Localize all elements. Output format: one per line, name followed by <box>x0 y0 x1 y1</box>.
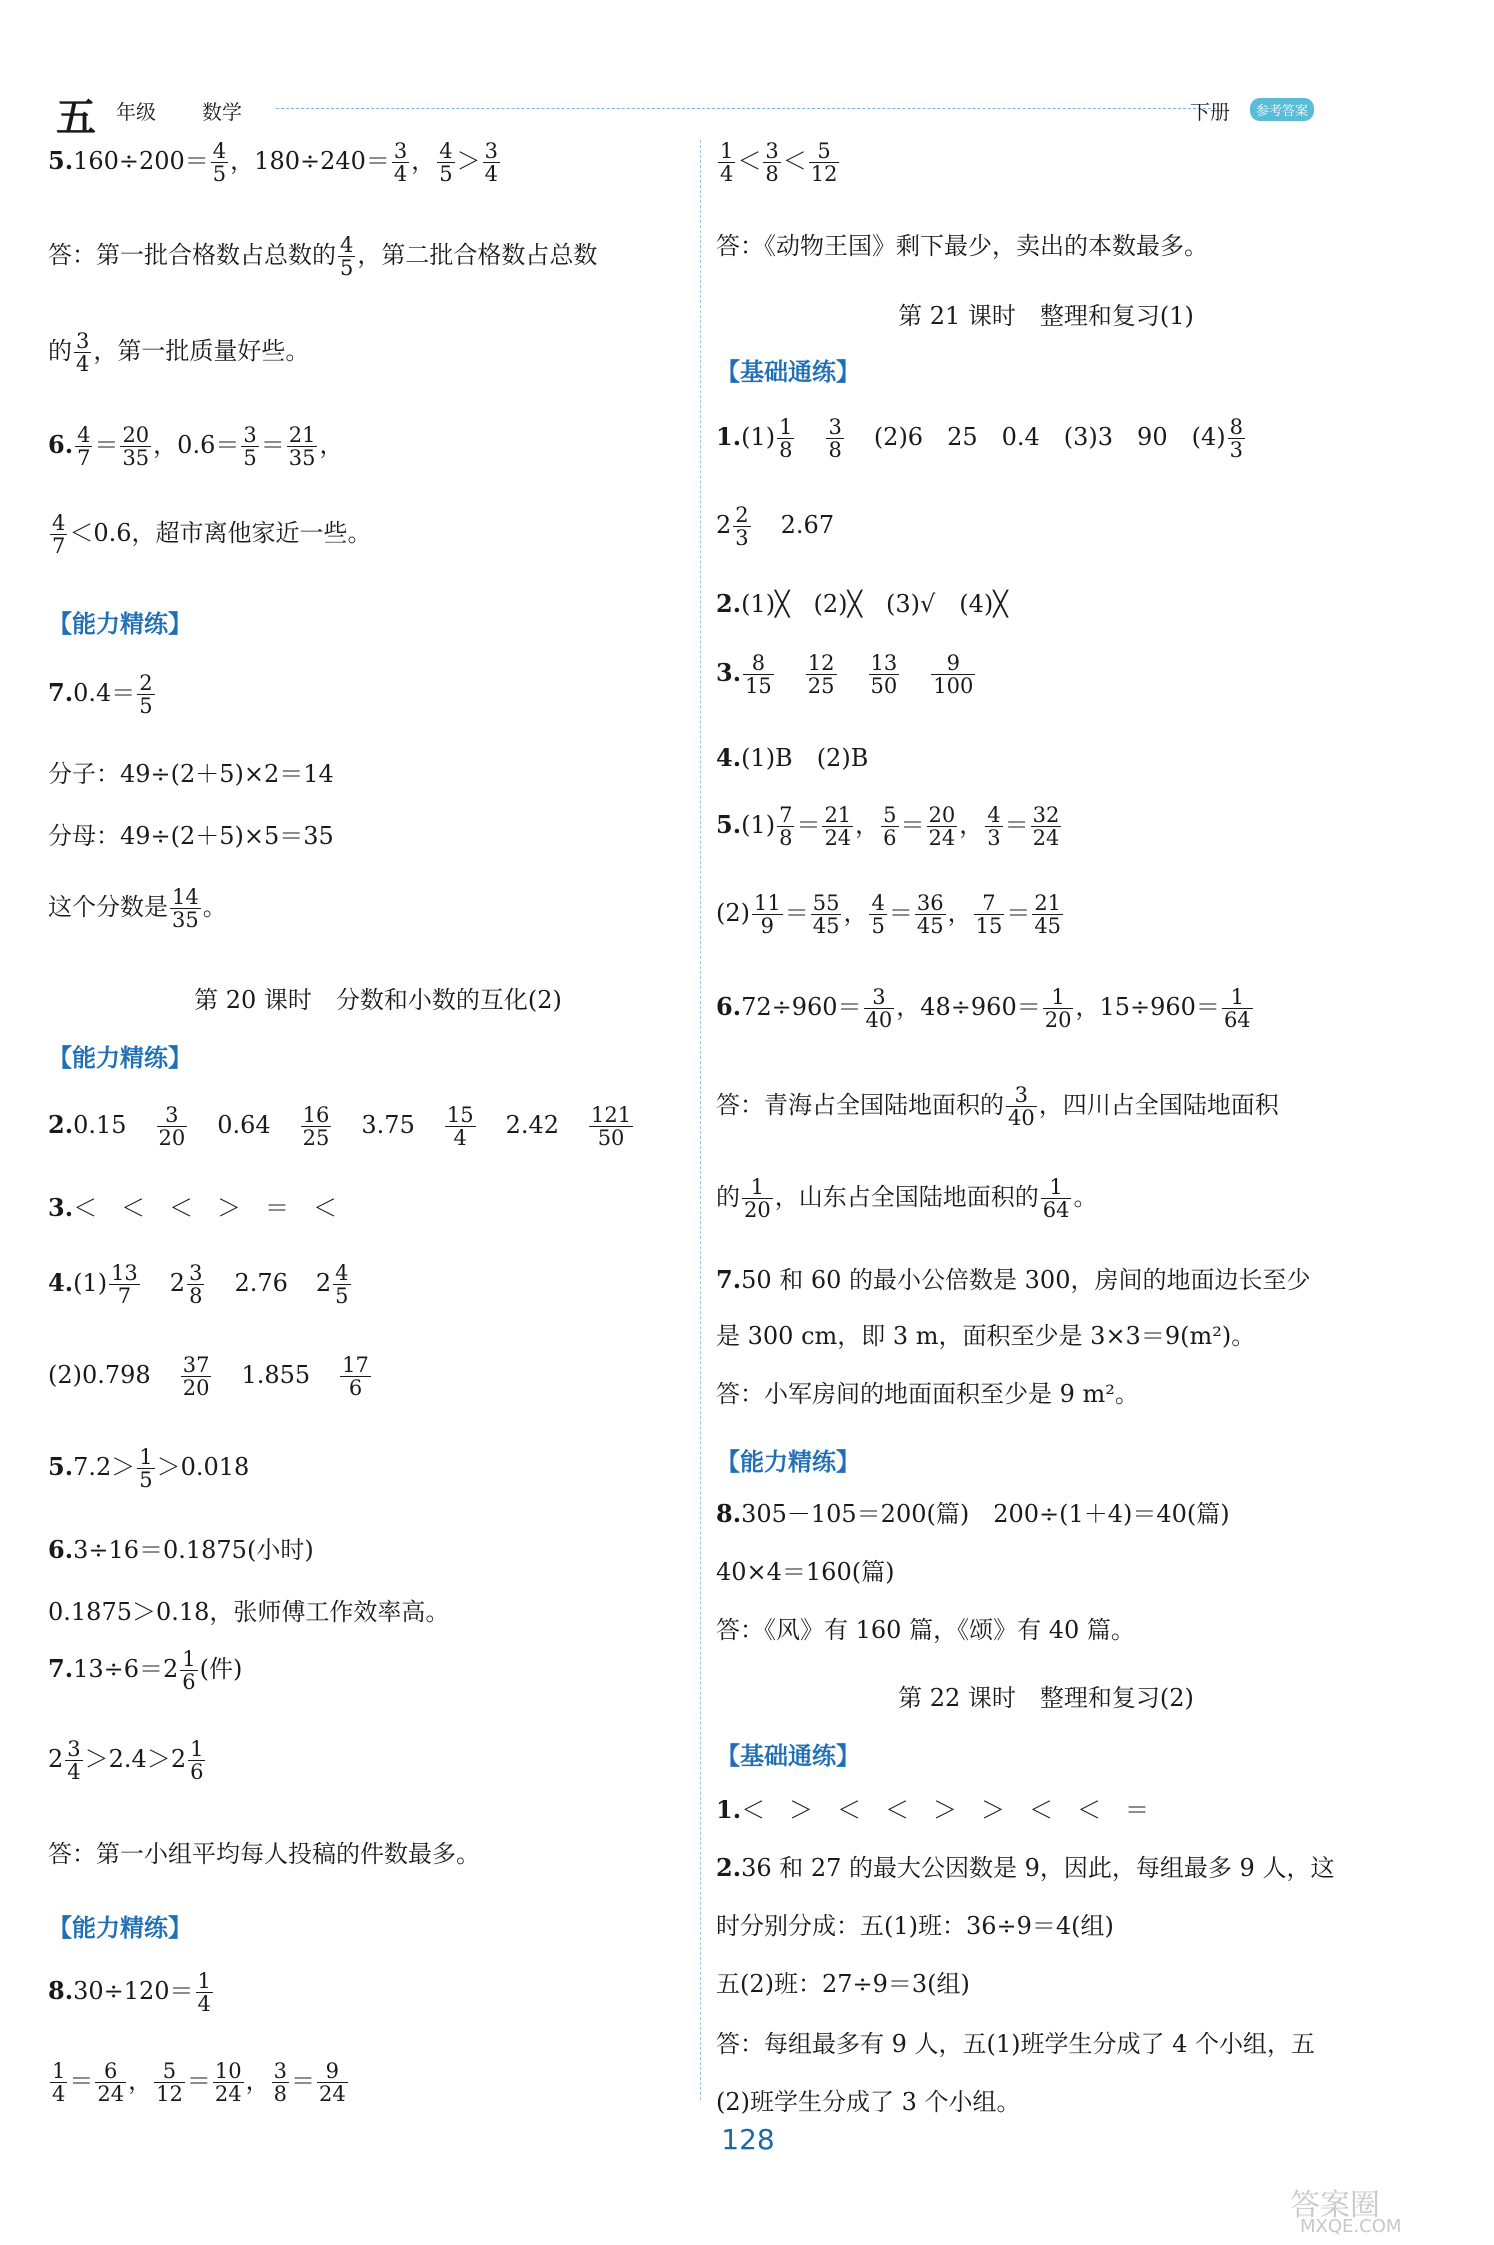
r8-line3: 答：《风》有 160 篇，《颂》有 40 篇。 <box>716 1616 1135 1644</box>
r6-line3: 的 $\frac{1}{20}$ ，山东占全国陆地面积的 $\frac{1}{64}$ 。 <box>716 1175 1098 1223</box>
fraction: $\frac{1}{5}$ <box>139 1445 153 1493</box>
fraction: $\frac{21}{24}$ <box>824 803 852 851</box>
fraction: $\frac{16}{25}$ <box>302 1103 330 1151</box>
fraction: $\frac{1}{6}$ <box>190 1737 204 1785</box>
q4-line2: (2)0.798 $\frac{37}{20}$ 1.855 $\frac{17}{6}$ <box>48 1353 369 1401</box>
fraction: $\frac{20}{35}$ <box>122 423 150 471</box>
r5-line2: (2) $\frac{11}{9}$ ＝ $\frac{55}{45}$ ， $\frac{4}{5}$ ＝ $\frac{36}{45}$ ， $\frac{7}{15}$ ＝ $\frac{21}{45}$ <box>716 891 1062 939</box>
r2-line: 2.(1)╳ (2)╳ (3)√ (4)╳ <box>716 589 1008 618</box>
fraction: $\frac{1}{64}$ <box>1042 1175 1070 1223</box>
watermark-url: MXQE.COM <box>1300 2216 1402 2237</box>
fraction: $\frac{2}{5}$ <box>139 671 153 719</box>
q7-line3: 分母：49÷(2＋5)×5＝35 <box>48 822 334 850</box>
q5b-line: 5.7.2＞ $\frac{1}{5}$ ＞0.018 <box>48 1445 250 1493</box>
fraction: $\frac{4}{3}$ <box>987 803 1001 851</box>
fraction: $\frac{5}{12}$ <box>810 139 838 187</box>
fraction: $\frac{3}{8}$ <box>273 2059 287 2107</box>
fraction: $\frac{3}{8}$ <box>189 1261 203 1309</box>
fraction: $\frac{3}{4}$ <box>76 329 90 377</box>
fraction: $\frac{3}{4}$ <box>393 139 408 187</box>
r9-line: 1.＜ ＞ ＜ ＜ ＞ ＞ ＜ ＜ ＝ <box>716 1795 1150 1824</box>
fraction: $\frac{11}{9}$ <box>754 891 781 939</box>
fraction: $\frac{6}{24}$ <box>97 2059 125 2107</box>
fraction: $\frac{20}{24}$ <box>928 803 956 851</box>
fraction: $\frac{4}{5}$ <box>871 891 885 939</box>
section-heading: 【基础通练】 <box>716 1742 860 1770</box>
q5-line <box>48 140 502 185</box>
text: ，第一批质量好些。 <box>93 337 310 366</box>
r5-line: 5.(1) $\frac{7}{8}$ ＝ $\frac{21}{24}$ ， $\frac{5}{6}$ ＝ $\frac{20}{24}$ ， $\frac{4}{3}$ ＝ $\frac{32}{24}$ <box>716 803 1060 851</box>
fraction: $\frac{4}{5}$ <box>439 139 453 187</box>
q6-line: 6. $\frac{4}{7}$ ＝ $\frac{20}{35}$ ，0.6＝ $\frac{3}{5}$ ＝ $\frac{21}{35}$ ， <box>48 423 344 471</box>
fraction: $\frac{4}{5}$ <box>212 139 227 187</box>
text: ， <box>411 147 436 176</box>
lesson-title: 第 20 课时 分数和小数的互化(2) <box>194 986 562 1014</box>
r3-line: 3. $\frac{8}{15}$ $\frac{12}{25}$ $\frac{13}{50}$ $\frac{9}{100}$ <box>716 651 974 699</box>
r1-line: 1.(1) $\frac{1}{8}$ $\frac{3}{8}$ (2)6 25 0.4 (3)3 90 (4) $\frac{8}{3}$ <box>716 415 1243 463</box>
q7b-line3: 答：第一小组平均每人投稿的件数最多。 <box>48 1840 480 1868</box>
r8-line2: 40×4＝160(篇) <box>716 1558 895 1586</box>
fraction: $\frac{1}{4}$ <box>197 1969 211 2017</box>
fraction: $\frac{13}{7}$ <box>111 1261 138 1309</box>
r7-line: 7.50 和 60 的最小公倍数是 300，房间的地面边长至少 <box>716 1265 1311 1294</box>
grade-number: 五 <box>56 94 96 141</box>
q7b-line2: 2 $\frac{3}{4}$ ＞2.4＞2 $\frac{1}{6}$ <box>48 1737 204 1785</box>
fraction: $\frac{4}{5}$ <box>335 1261 349 1309</box>
q6b-line: 6.3÷16＝0.1875(小时) <box>48 1535 314 1564</box>
column-divider <box>700 140 701 2100</box>
fraction: $\frac{7}{8}$ <box>779 803 793 851</box>
fraction: $\frac{12}{25}$ <box>807 651 835 699</box>
fraction: $\frac{1}{20}$ <box>1044 985 1072 1033</box>
r10-line4: 答：每组最多有 9 人，五(1)班学生分成了 4 个小组，五 <box>716 2030 1316 2058</box>
fraction: $\frac{1}{6}$ <box>182 1647 196 1695</box>
fraction: $\frac{21}{35}$ <box>288 423 316 471</box>
fraction: $\frac{55}{45}$ <box>812 891 840 939</box>
r10-line5: (2)班学生分成了 3 个小组。 <box>716 2088 1021 2116</box>
r0-line: $\frac{1}{4}$ ＜ $\frac{3}{8}$ ＜ $\frac{5}{12}$ <box>720 139 838 187</box>
volume-label: 下册 <box>1190 100 1230 124</box>
section-heading: 【能力精练】 <box>716 1448 860 1476</box>
fraction: $\frac{9}{100}$ <box>933 651 974 699</box>
q6b-line2: 0.1875＞0.18，张师傅工作效率高。 <box>48 1598 450 1626</box>
text: 答：第一批合格数占总数的 <box>48 241 336 270</box>
r8-line: 8.305－105＝200(篇) 200÷(1＋4)＝40(篇) <box>716 1499 1230 1528</box>
fraction: $\frac{5}{12}$ <box>156 2059 183 2107</box>
grade-label: 年级 <box>116 100 156 124</box>
fraction: $\frac{15}{4}$ <box>446 1103 474 1151</box>
fraction: $\frac{17}{6}$ <box>342 1353 369 1401</box>
q6-line2 <box>48 512 372 557</box>
fraction: $\frac{9}{24}$ <box>318 2059 346 2107</box>
q8-line: 8.30÷120＝ $\frac{1}{4}$ <box>48 1969 211 2017</box>
q7-line: 7.0.4＝ $\frac{2}{5}$ <box>48 671 153 719</box>
q7-line2: 分子：49÷(2＋5)×2＝14 <box>48 760 334 788</box>
fraction: $\frac{3}{40}$ <box>865 985 893 1033</box>
fraction: $\frac{1}{8}$ <box>779 415 793 463</box>
fraction: $\frac{21}{45}$ <box>1034 891 1062 939</box>
fraction: $\frac{3}{4}$ <box>67 1737 81 1785</box>
fraction: $\frac{1}{4}$ <box>52 2059 66 2107</box>
r1-line2: 2 $\frac{2}{3}$ 2.67 <box>716 503 835 551</box>
fraction: $\frac{4}{7}$ <box>52 511 66 559</box>
fraction: $\frac{7}{15}$ <box>975 891 1003 939</box>
section-heading: 【能力精练】 <box>48 1044 192 1072</box>
fraction: $\frac{8}{3}$ <box>1229 415 1243 463</box>
r10-line2: 时分别分成：五(1)班：36÷9＝4(组) <box>716 1912 1114 1940</box>
fraction: $\frac{32}{24}$ <box>1032 803 1060 851</box>
q7b-line: 7.13÷6＝2 $\frac{1}{6}$ (件) <box>48 1647 243 1695</box>
watermark-logo: 答案圈 <box>1290 2188 1380 2223</box>
r7-line3: 答：小军房间的地面面积至少是 9 m²。 <box>716 1380 1139 1408</box>
fraction: $\frac{1}{20}$ <box>744 1175 771 1223</box>
subject-label: 数学 <box>202 100 242 124</box>
text: ＜0.6，超市离他家近一些。 <box>69 519 372 548</box>
fraction: $\frac{5}{6}$ <box>883 803 897 851</box>
fraction: $\frac{3}{8}$ <box>828 415 842 463</box>
lesson-title: 第 22 课时 整理和复习(2) <box>898 1684 1194 1712</box>
text: 的 <box>48 337 72 366</box>
fraction: $\frac{1}{64}$ <box>1223 985 1251 1033</box>
fraction: $\frac{13}{50}$ <box>870 651 898 699</box>
text: ＞ <box>456 147 481 176</box>
r6-line2: 答：青海占全国陆地面积的 $\frac{3}{40}$ ，四川占全国陆地面积 <box>716 1083 1279 1131</box>
section-heading: 【能力精练】 <box>48 1914 192 1942</box>
fraction: $\frac{4}{5}$ <box>340 233 354 281</box>
fraction: $\frac{1}{4}$ <box>720 139 734 187</box>
section-heading: 【基础通练】 <box>716 358 860 386</box>
r0-line2: 答：《动物王国》剩下最少，卖出的本数最多。 <box>716 232 1208 260</box>
r7-line2: 是 300 cm，即 3 m，面积至少是 3×3＝9(m²)。 <box>716 1322 1256 1350</box>
fraction: $\frac{4}{7}$ <box>77 423 91 471</box>
q-number: 6. <box>48 430 74 460</box>
page-header <box>40 84 1454 141</box>
fraction: $\frac{14}{35}$ <box>172 885 199 933</box>
q7-line4: 这个分数是 $\frac{14}{35}$ 。 <box>48 885 227 933</box>
fraction: $\frac{36}{45}$ <box>916 891 944 939</box>
r10-line3: 五(2)班：27÷9＝3(组) <box>716 1970 970 1998</box>
lesson-title: 第 21 课时 整理和复习(1) <box>898 302 1194 330</box>
fraction: $\frac{3}{5}$ <box>243 423 257 471</box>
answer-badge: 参考答案 <box>1250 98 1314 121</box>
q2-line: 2.0.15 $\frac{3}{20}$ 0.64 $\frac{16}{25}$ 3.75 $\frac{15}{4}$ 2.42 $\frac{121}{50}$ <box>48 1103 632 1151</box>
section-heading: 【能力精练】 <box>48 610 192 638</box>
q3-line: 3.＜ ＜ ＜ ＞ ＝ ＜ <box>48 1193 338 1222</box>
q-number: 5. <box>48 146 74 176</box>
fraction: $\frac{3}{8}$ <box>765 139 779 187</box>
a5-line2 <box>48 330 309 375</box>
r10-line: 2.36 和 27 的最大公因数是 9，因此，每组最多 9 人，这 <box>716 1853 1335 1882</box>
fraction: $\frac{3}{20}$ <box>158 1103 186 1151</box>
a5-line1 <box>48 234 597 279</box>
text: 160÷200＝ <box>73 147 209 176</box>
q8-line2: $\frac{1}{4}$ ＝ $\frac{6}{24}$ ， $\frac{5}{12}$ ＝ $\frac{10}{24}$ ， $\frac{3}{8}$ ＝ $\frac{9}{24}$ <box>52 2059 346 2107</box>
page-number: 128 <box>721 2123 775 2156</box>
header-divider <box>276 108 1216 109</box>
text: ，第二批合格数占总数 <box>357 241 598 270</box>
fraction: $\frac{8}{15}$ <box>745 651 772 699</box>
fraction: $\frac{2}{3}$ <box>735 503 749 551</box>
fraction: $\frac{3}{4}$ <box>484 139 499 187</box>
r6-line: 6.72÷960＝ $\frac{3}{40}$ ，48÷960＝ $\frac{1}{20}$ ，15÷960＝ $\frac{1}{64}$ <box>716 985 1251 1033</box>
q4-line: 4.(1) $\frac{13}{7}$ 2 $\frac{3}{8}$ 2.76 2 $\frac{4}{5}$ <box>48 1261 349 1309</box>
text: ，180÷240＝ <box>230 147 390 176</box>
r4-line: 4.(1)B (2)B <box>716 743 869 772</box>
fraction: $\frac{37}{20}$ <box>182 1353 210 1401</box>
fraction: $\frac{121}{50}$ <box>591 1103 632 1151</box>
fraction: $\frac{3}{40}$ <box>1008 1083 1035 1131</box>
fraction: $\frac{10}{24}$ <box>214 2059 242 2107</box>
